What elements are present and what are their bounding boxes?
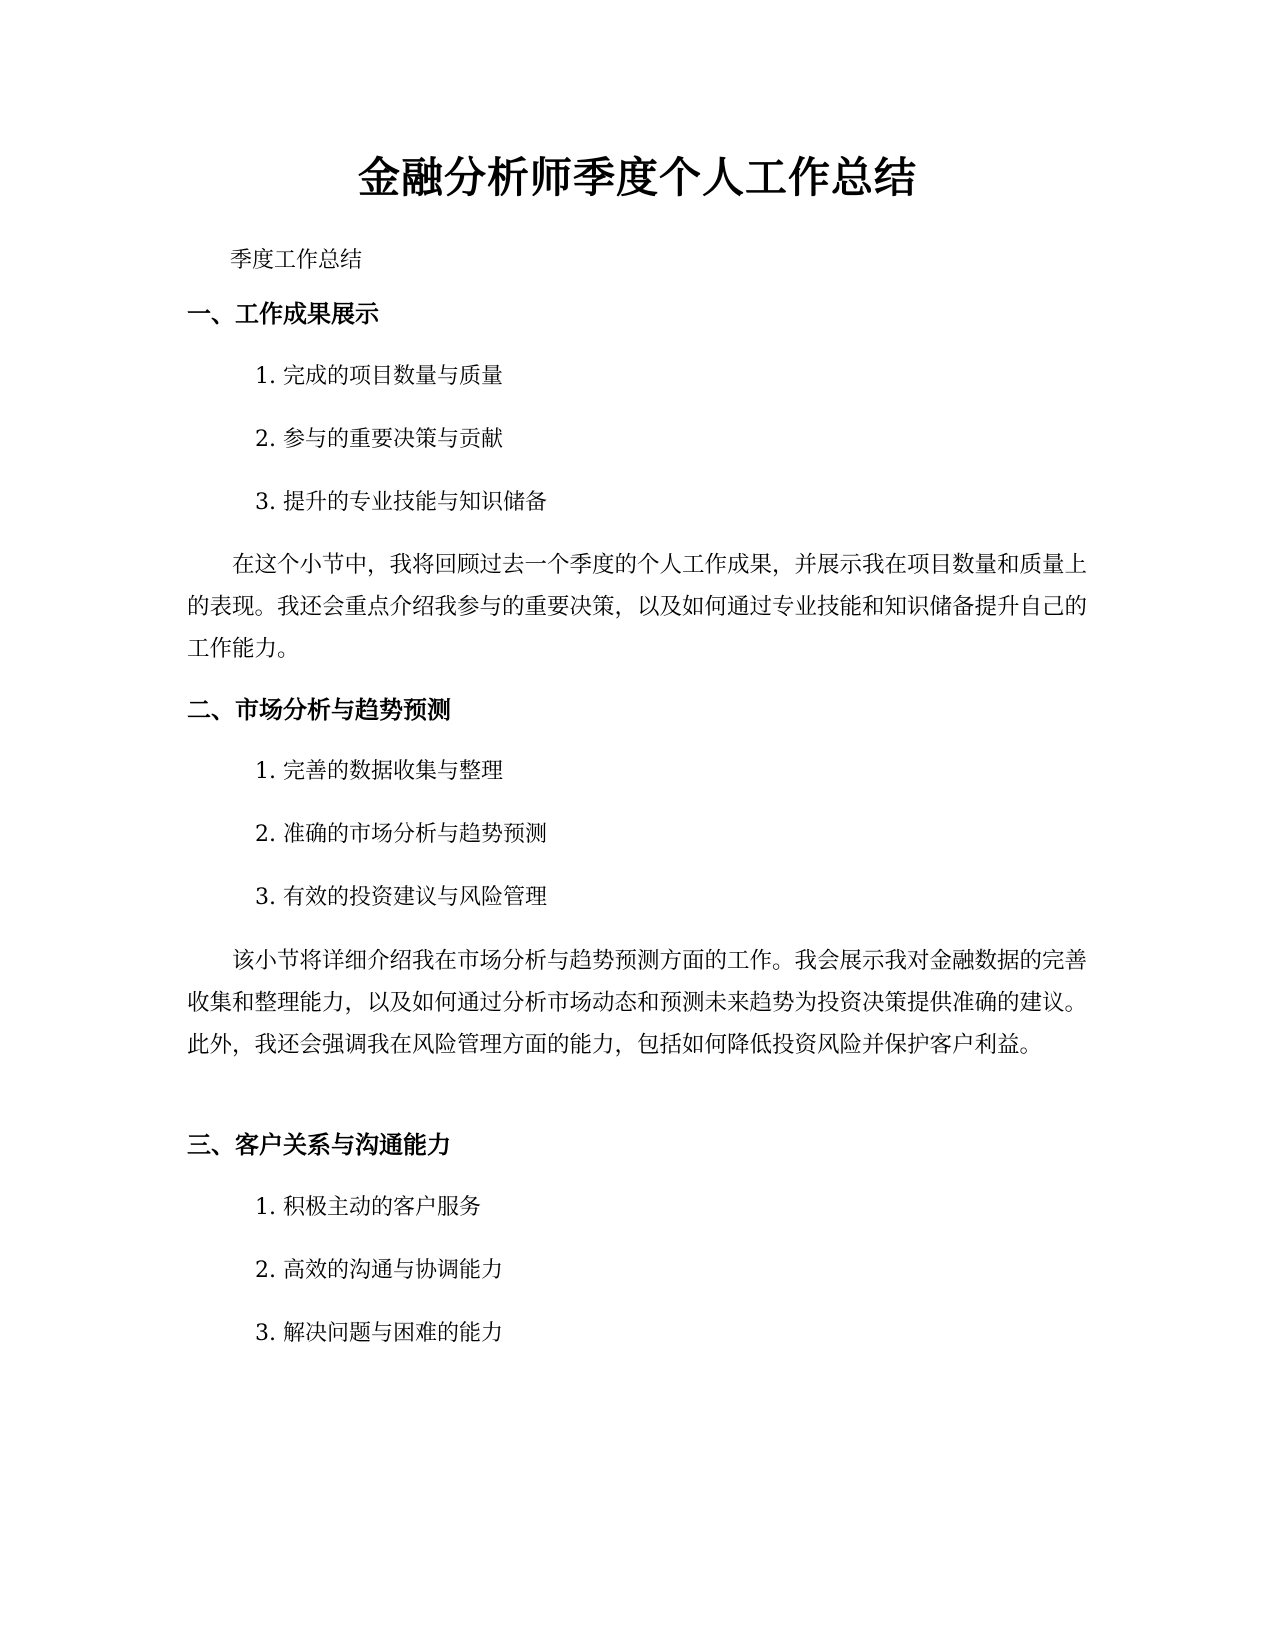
section-1-paragraph: 在这个小节中，我将回顾过去一个季度的个人工作成果，并展示我在项目数量和质量上的表现。我还会重点介绍我参与的重要决策，以及如何通过专业技能和知识储备提升自己的工作能力。 <box>187 552 1088 662</box>
list-item: 2. 高效的沟通与协调能力 <box>255 1258 503 1283</box>
document-subtitle: 季度工作总结 <box>230 248 363 273</box>
section-heading-2: 二、市场分析与趋势预测 <box>187 696 451 724</box>
list-item: 1. 积极主动的客户服务 <box>255 1195 481 1220</box>
list-item: 3. 提升的专业技能与知识储备 <box>255 490 547 515</box>
document-title: 金融分析师季度个人工作总结 <box>357 153 917 202</box>
list-item: 3. 解决问题与困难的能力 <box>255 1321 503 1346</box>
list-item: 2. 参与的重要决策与贡献 <box>255 427 503 452</box>
list-item: 1. 完成的项目数量与质量 <box>255 364 503 389</box>
section-heading-3: 三、客户关系与沟通能力 <box>187 1131 451 1159</box>
list-item: 3. 有效的投资建议与风险管理 <box>255 885 547 910</box>
section-2-paragraph: 该小节将详细介绍我在市场分析与趋势预测方面的工作。我会展示我对金融数据的完善收集和整理能力，以及如何通过分析市场动态和预测未来趋势为投资决策提供准确的建议。此外，我还会强调我在风险管理方面的能力，包括如何降低投资风险并保护客户利益。 <box>187 948 1088 1058</box>
list-item: 1. 完善的数据收集与整理 <box>255 759 503 784</box>
section-heading-1: 一、工作成果展示 <box>187 300 379 328</box>
list-item: 2. 准确的市场分析与趋势预测 <box>255 822 547 847</box>
